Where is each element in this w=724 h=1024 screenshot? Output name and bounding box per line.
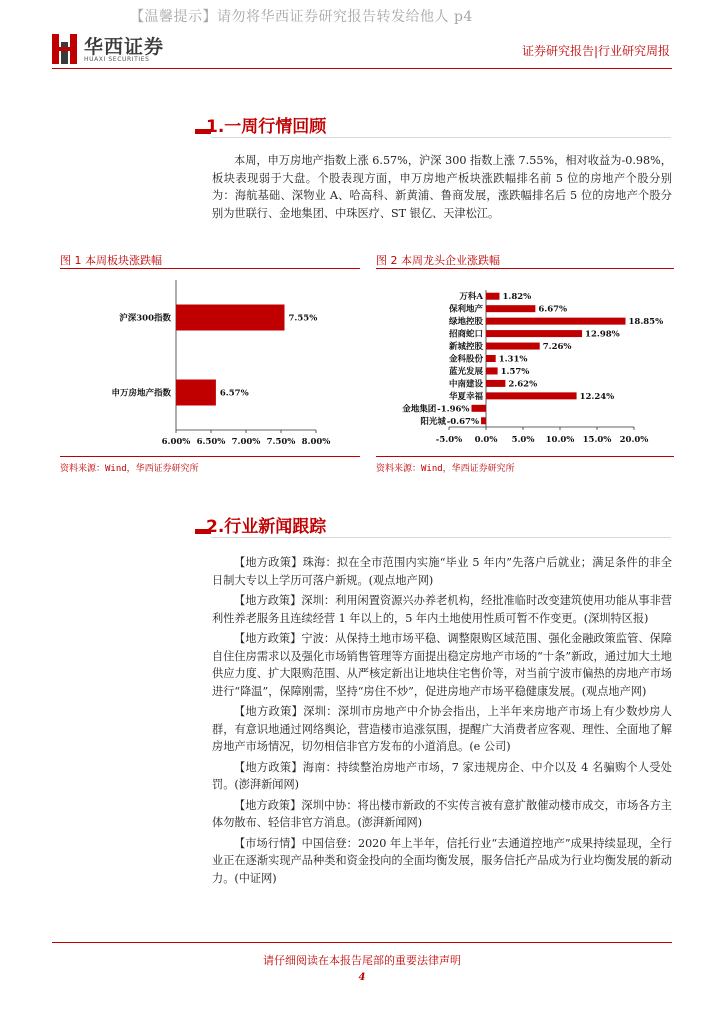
category-label: 新城控股	[448, 342, 483, 353]
report-type: 证券研究报告|行业研究周报	[521, 44, 670, 58]
data-label: -0.67%	[446, 416, 480, 427]
figure1-source: 资料来源：Wind，华西证券研究所	[60, 464, 199, 474]
x-tick-label: 7.00%	[231, 437, 261, 447]
category-label: 蓝光发展	[448, 366, 483, 377]
section1-paragraph	[212, 152, 672, 222]
section1-title: 1.一周行情回顾	[206, 117, 327, 137]
data-label: 1.82%	[502, 292, 532, 303]
x-tick-label: 5.0%	[511, 435, 535, 445]
data-label: 12.98%	[585, 329, 620, 340]
bar	[486, 380, 505, 387]
category-label: 沪深300指数	[119, 313, 171, 324]
news-item: 【地方政策】宁波：从保持土地市场平稳、调整限购区域范围、强化金融政策监管、保障自住住房需求以及强化市场销售管理等方面提出稳定房地产市场的“十条”新政，通过加大土地供应力度、扩大限购范围、从严核定新出让地块住宅售价等，对当前宁波市偏热的房地产市场进行“降温”，保障刚需，坚持“房住不炒”，促进房地产市场平稳健康发展。(观点地产网)	[212, 632, 672, 698]
category-label: 绿地控股	[448, 317, 483, 328]
section2-title: 2.行业新闻跟踪	[206, 517, 327, 537]
logo-english-name: HUAXI SECURITIES	[84, 56, 150, 63]
data-label: 18.85%	[628, 317, 664, 328]
category-label: 中南建设	[448, 379, 483, 390]
figure2-source: 资料来源：Wind，华西证券研究所	[376, 464, 515, 474]
x-tick-label: 0.0%	[474, 435, 498, 445]
figure2-title-line	[376, 268, 674, 269]
news-item: 【地方政策】深圳：利用闲置资源兴办养老机构，经批准临时改变建筑使用功能从事非营利性养老服务且连续经营 1 年以上的，5 年内土地使用性质可暂不作变更。(深圳特区报)	[212, 594, 672, 625]
category-label: 保利地产	[448, 304, 483, 315]
section-divider	[211, 137, 671, 138]
x-tick-label: 7.50%	[266, 437, 296, 447]
x-tick-label: 6.50%	[196, 437, 226, 447]
header-divider	[52, 68, 672, 69]
figure2-title: 图 2 本周龙头企业涨跌幅	[376, 254, 500, 267]
figure1-bottom-line	[60, 456, 360, 457]
bar	[486, 318, 625, 325]
figure1-title: 图 1 本周板块涨跌幅	[60, 254, 162, 267]
data-label: 1.57%	[500, 366, 530, 377]
category-label: 申万房地产指数	[111, 388, 171, 399]
data-label: 6.57%	[219, 388, 249, 399]
news-item: 【地方政策】海南：持续整治房地产市场，7 家违规房企、中介以及 4 名骗购个人受处罚。(澎湃新闻网)	[212, 760, 672, 791]
x-tick-label: 15.0%	[582, 435, 612, 445]
company-logo	[52, 34, 78, 64]
data-label: 1.31%	[498, 354, 528, 365]
figure1-title-line	[60, 268, 360, 269]
logo-mark-icon	[52, 34, 78, 64]
page-number: 4	[358, 972, 366, 983]
bar	[486, 293, 499, 300]
data-label: 12.24%	[579, 391, 615, 402]
x-tick-label: 10.0%	[545, 435, 575, 445]
bar	[486, 330, 582, 337]
x-tick-label: -5.0%	[435, 435, 463, 445]
bar	[486, 392, 577, 399]
data-label: 6.67%	[538, 304, 568, 315]
figure2-bottom-line	[376, 456, 674, 457]
data-label: 2.62%	[508, 379, 538, 390]
figure1-chart	[60, 272, 360, 452]
x-tick-label: 6.00%	[161, 437, 191, 447]
category-label: 招商蛇口	[448, 329, 483, 340]
x-tick-label: 8.00%	[301, 437, 331, 447]
bar	[486, 355, 496, 362]
category-label: 华夏幸福	[448, 391, 483, 402]
news-item: 【地方政策】深圳中协：将出楼市新政的不实传言被有意扩散催动楼市成交，市场各方主体勿散布、轻信非官方消息。(澎湃新闻网)	[212, 798, 672, 829]
section1-text: 本周，申万房地产指数上涨 6.57%，沪深 300 指数上涨 7.55%，相对收益为-0.98%，板块表现弱于大盘。个股表现方面，申万房地产板块涨跌幅排名前 5 位的房地产个股分别为：海航基础、深物业 A、哈高科、新黄浦、鲁商发展，涨跌幅排名后 5 位的房地产个股分别为世联行、金地集团、中珠医疗、ST 银亿、天津松江。	[212, 154, 672, 220]
category-label: 金地集团	[402, 404, 437, 415]
bar	[481, 417, 486, 424]
news-list	[212, 554, 672, 890]
bar	[486, 343, 540, 350]
section-divider	[211, 537, 671, 538]
bar	[471, 405, 486, 412]
logo-name: 华西证券	[84, 36, 165, 58]
data-label: 7.26%	[542, 342, 572, 353]
bar	[486, 305, 535, 312]
news-item: 【地方政策】深圳：深圳市房地产中介协会指出，上半年来房地产市场上有少数炒房人群，有意识地通过网络舆论，营造楼市追涨氛围，提醒广大消费者应客观、理性、全面地了解房地产市场情况，切勿相信非官方发布的小道消息。(e 公司)	[212, 705, 672, 753]
category-label: 阳光城	[420, 416, 446, 427]
legal-notice: 请仔细阅读在本报告尾部的重要法律声明	[263, 954, 461, 967]
category-label: 万科A	[459, 292, 483, 303]
data-label: 7.55%	[288, 313, 318, 324]
warning-banner: 【温馨提示】请勿将华西证券研究报告转发给他人 p4	[130, 9, 473, 25]
x-tick-label: 20.0%	[619, 435, 649, 445]
figure2-chart	[376, 272, 674, 452]
news-item: 【市场行情】中国信登：2020 年上半年，信托行业“去通道控地产”成果持续显现，全行业正在逐渐实现产品种类和资金投向的全面均衡发展，服务信托产品成为行业均衡发展的新动力。(中证网)	[212, 836, 672, 885]
footer-divider	[52, 942, 672, 943]
category-label: 金科股份	[448, 354, 483, 365]
data-label: -1.96%	[437, 404, 470, 415]
news-item: 【地方政策】珠海：拟在全市范围内实施“毕业 5 年内”先落户后就业；满足条件的非全日制大专以上学历可落户新规。(观点地产网)	[212, 556, 672, 587]
bar	[486, 367, 498, 374]
bar	[176, 305, 285, 331]
bar	[176, 380, 216, 406]
